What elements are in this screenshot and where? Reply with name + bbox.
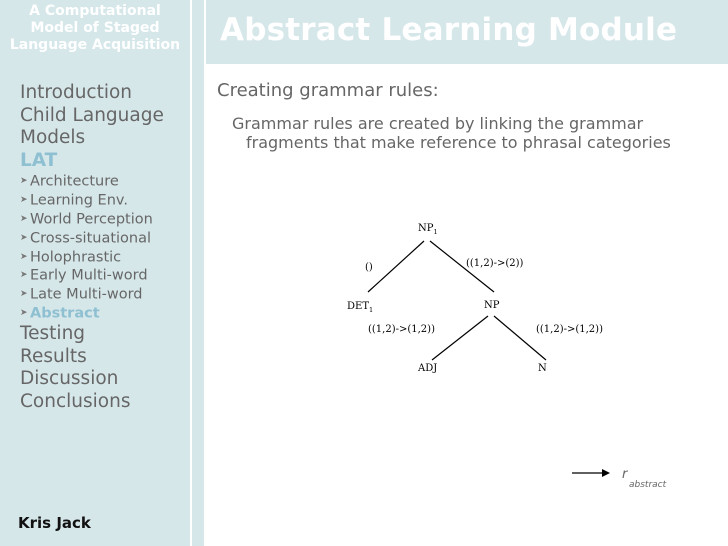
- edge-label-np-right: ((1,2)->(1,2)): [536, 324, 603, 335]
- legend-symbol: r: [622, 467, 628, 482]
- body-text: [232, 114, 671, 152]
- subnav-item-architecture[interactable]: [20, 172, 164, 191]
- tree-edge: [494, 316, 546, 360]
- presentation-title: [0, 3, 190, 54]
- body-line: Grammar rules are created by linking the grammar: [232, 114, 644, 133]
- subnav-item-learning-env[interactable]: [20, 191, 164, 210]
- node-n: N: [538, 363, 547, 374]
- arrow-icon: ➤: [20, 213, 28, 224]
- edge-label-right: ((1,2)->(2)): [466, 258, 524, 269]
- edge-label-left: (): [365, 262, 373, 273]
- page-title: Abstract Learning Module: [220, 12, 678, 48]
- subnav-label: Holophrastic: [30, 248, 122, 265]
- title-line: Language Acquisition: [9, 37, 181, 53]
- subnav-label: Late Multi-word: [30, 286, 143, 303]
- grammar-tree-diagram: [330, 210, 700, 510]
- edge-label-np-left: ((1,2)->(1,2)): [368, 324, 435, 335]
- nav-item-child-language[interactable]: Child Language: [20, 104, 164, 126]
- arrow-head-icon: [602, 469, 610, 477]
- subnav-item-late-multi-word[interactable]: [20, 285, 164, 304]
- title-line: Model of Staged: [30, 20, 160, 36]
- arrow-icon: ➤: [20, 270, 28, 281]
- subnav-label: Abstract: [30, 305, 100, 322]
- arrow-icon: ➤: [20, 251, 28, 262]
- node-adj: ADJ: [418, 363, 438, 374]
- subnav-item-early-multi-word[interactable]: [20, 266, 164, 285]
- arrow-icon: ➤: [20, 176, 28, 186]
- nav-item-results[interactable]: Results: [20, 345, 87, 367]
- tree-edge: [432, 316, 488, 360]
- author-name: Kris Jack: [18, 514, 91, 532]
- subnav-item-cross-situational[interactable]: [20, 229, 164, 248]
- arrow-icon: ➤: [20, 194, 28, 205]
- subnav-label: Cross-situational: [30, 229, 152, 246]
- arrow-icon: ➤: [20, 289, 28, 300]
- node-det: $DET_1$: [347, 301, 374, 314]
- subnav-label: Learning Env.: [30, 192, 128, 209]
- tree-edge: [368, 241, 424, 292]
- subnav-label: World Perception: [30, 211, 153, 228]
- divider-bar: [192, 0, 204, 546]
- nav-item-testing[interactable]: Testing: [20, 323, 86, 345]
- node-np: NP: [484, 300, 500, 311]
- arrow-icon: ➤: [20, 232, 28, 243]
- arrow-icon: ➤: [20, 308, 28, 319]
- nav-item-introduction[interactable]: Introduction: [20, 82, 133, 103]
- subnav-item-world-perception[interactable]: [20, 210, 164, 229]
- nav-menu: [20, 82, 164, 413]
- subnav-label: Architecture: [30, 173, 119, 190]
- subnav-label: Early Multi-word: [30, 267, 148, 284]
- nav-item-models[interactable]: Models: [20, 127, 86, 148]
- subnav-item-abstract[interactable]: [20, 304, 164, 323]
- subnav-item-holophrastic[interactable]: [20, 248, 164, 267]
- body-line: fragments that make reference to phrasal categories: [246, 133, 671, 152]
- sidebar: [0, 0, 190, 546]
- section-heading: Creating grammar rules:: [217, 80, 439, 101]
- nav-item-lat[interactable]: LAT: [20, 149, 58, 171]
- legend-subscript: abstract: [629, 480, 667, 490]
- title-line: A Computational: [29, 3, 161, 19]
- node-np-root: $NP_1$: [418, 223, 438, 236]
- header: [206, 0, 728, 64]
- nav-item-conclusions[interactable]: Conclusions: [20, 390, 131, 412]
- nav-item-discussion[interactable]: Discussion: [20, 368, 119, 390]
